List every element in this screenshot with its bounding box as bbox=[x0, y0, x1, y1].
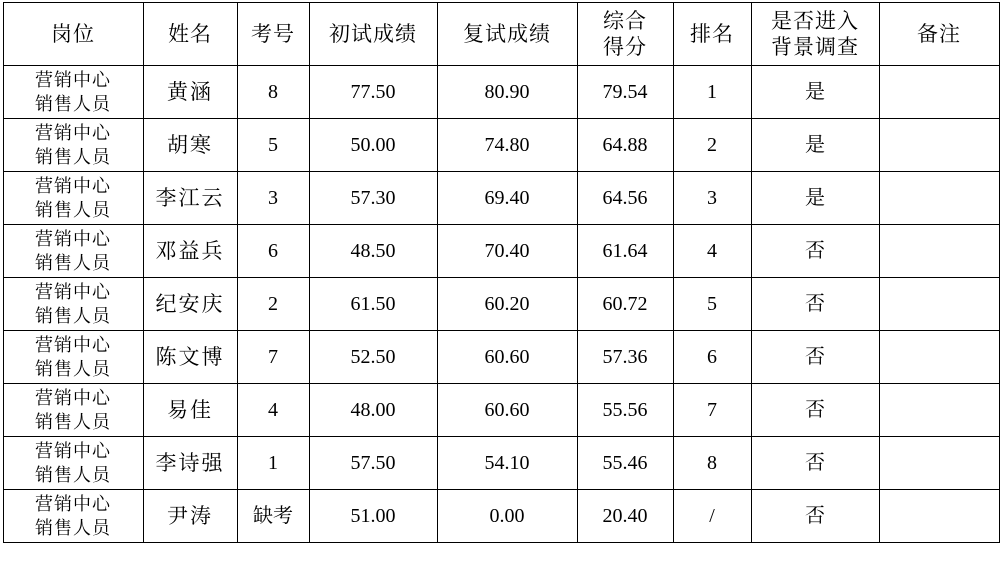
cell-rank: 5 bbox=[673, 278, 751, 331]
cell-remark bbox=[879, 66, 999, 119]
cell-first-score: 51.00 bbox=[309, 490, 437, 543]
cell-remark bbox=[879, 437, 999, 490]
cell-post-line-2: 销售人员 bbox=[35, 147, 111, 167]
cell-background-check: 否 bbox=[751, 225, 879, 278]
cell-post-line-2: 销售人员 bbox=[35, 253, 111, 273]
cell-second-score: 70.40 bbox=[437, 225, 577, 278]
cell-total-score: 61.64 bbox=[577, 225, 673, 278]
cell-post bbox=[3, 278, 143, 331]
cell-name: 陈文博 bbox=[143, 331, 237, 384]
cell-exam-no: 8 bbox=[237, 66, 309, 119]
cell-post bbox=[3, 172, 143, 225]
cell-second-score: 60.60 bbox=[437, 331, 577, 384]
table-header bbox=[3, 3, 999, 66]
cell-name: 李江云 bbox=[143, 172, 237, 225]
cell-remark bbox=[879, 278, 999, 331]
cell-exam-no: 1 bbox=[237, 437, 309, 490]
cell-background-check: 是 bbox=[751, 66, 879, 119]
cell-background-check: 否 bbox=[751, 437, 879, 490]
cell-second-score: 54.10 bbox=[437, 437, 577, 490]
cell-second-score: 74.80 bbox=[437, 119, 577, 172]
cell-name: 易佳 bbox=[143, 384, 237, 437]
table-row bbox=[3, 278, 999, 331]
table-row bbox=[3, 66, 999, 119]
cell-exam-no: 5 bbox=[237, 119, 309, 172]
cell-total-score: 64.88 bbox=[577, 119, 673, 172]
cell-post-line-2: 销售人员 bbox=[35, 465, 111, 485]
cell-remark bbox=[879, 225, 999, 278]
cell-rank: 2 bbox=[673, 119, 751, 172]
cell-second-score: 60.60 bbox=[437, 384, 577, 437]
cell-total-score: 55.56 bbox=[577, 384, 673, 437]
cell-rank: / bbox=[673, 490, 751, 543]
cell-remark bbox=[879, 119, 999, 172]
cell-first-score: 61.50 bbox=[309, 278, 437, 331]
cell-total-score: 60.72 bbox=[577, 278, 673, 331]
cell-post bbox=[3, 437, 143, 490]
cell-rank: 7 bbox=[673, 384, 751, 437]
cell-total-score: 57.36 bbox=[577, 331, 673, 384]
cell-total-score: 55.46 bbox=[577, 437, 673, 490]
cell-post bbox=[3, 490, 143, 543]
cell-rank: 4 bbox=[673, 225, 751, 278]
cell-post-line-1: 营销中心 bbox=[35, 441, 111, 461]
column-header-total-score bbox=[577, 3, 673, 66]
cell-total-score: 20.40 bbox=[577, 490, 673, 543]
table-row bbox=[3, 384, 999, 437]
column-header-rank bbox=[673, 3, 751, 66]
cell-total-score: 64.56 bbox=[577, 172, 673, 225]
cell-name: 胡寒 bbox=[143, 119, 237, 172]
cell-background-check: 否 bbox=[751, 384, 879, 437]
cell-post-line-1: 营销中心 bbox=[35, 123, 111, 143]
cell-background-check: 否 bbox=[751, 331, 879, 384]
column-header-total-score-line-2: 得分 bbox=[603, 35, 647, 59]
cell-post-line-1: 营销中心 bbox=[35, 70, 111, 90]
cell-exam-no: 3 bbox=[237, 172, 309, 225]
cell-background-check: 是 bbox=[751, 172, 879, 225]
cell-first-score: 57.30 bbox=[309, 172, 437, 225]
cell-first-score: 50.00 bbox=[309, 119, 437, 172]
cell-background-check: 否 bbox=[751, 278, 879, 331]
column-header-remark-line-1: 备注 bbox=[917, 22, 961, 46]
cell-rank: 3 bbox=[673, 172, 751, 225]
column-header-second-score-line-1: 复试成绩 bbox=[463, 22, 551, 46]
table-body bbox=[3, 66, 999, 543]
cell-rank: 6 bbox=[673, 331, 751, 384]
column-header-name-line-1: 姓名 bbox=[168, 22, 212, 46]
column-header-first-score bbox=[309, 3, 437, 66]
cell-exam-no: 6 bbox=[237, 225, 309, 278]
cell-post bbox=[3, 331, 143, 384]
column-header-post-line-1: 岗位 bbox=[51, 22, 95, 46]
cell-first-score: 48.00 bbox=[309, 384, 437, 437]
cell-exam-no: 7 bbox=[237, 331, 309, 384]
cell-post-line-1: 营销中心 bbox=[35, 229, 111, 249]
cell-post-line-2: 销售人员 bbox=[35, 306, 111, 326]
table-row bbox=[3, 331, 999, 384]
cell-post-line-2: 销售人员 bbox=[35, 359, 111, 379]
candidate-score-table bbox=[3, 2, 1000, 543]
cell-post-line-1: 营销中心 bbox=[35, 282, 111, 302]
column-header-name bbox=[143, 3, 237, 66]
column-header-first-score-line-1: 初试成绩 bbox=[329, 22, 417, 46]
cell-first-score: 57.50 bbox=[309, 437, 437, 490]
cell-post bbox=[3, 225, 143, 278]
table-row bbox=[3, 490, 999, 543]
cell-name: 纪安庆 bbox=[143, 278, 237, 331]
cell-second-score: 0.00 bbox=[437, 490, 577, 543]
column-header-background-check bbox=[751, 3, 879, 66]
cell-name: 李诗强 bbox=[143, 437, 237, 490]
cell-exam-no: 4 bbox=[237, 384, 309, 437]
cell-name: 黄涵 bbox=[143, 66, 237, 119]
cell-name: 邓益兵 bbox=[143, 225, 237, 278]
column-header-post bbox=[3, 3, 143, 66]
cell-post bbox=[3, 119, 143, 172]
cell-post-line-2: 销售人员 bbox=[35, 518, 111, 538]
cell-exam-no: 2 bbox=[237, 278, 309, 331]
table-row bbox=[3, 119, 999, 172]
cell-post bbox=[3, 66, 143, 119]
column-header-background-check-line-2: 背景调查 bbox=[771, 35, 859, 59]
column-header-second-score bbox=[437, 3, 577, 66]
cell-total-score: 79.54 bbox=[577, 66, 673, 119]
column-header-exam-no-line-1: 考号 bbox=[251, 22, 295, 46]
cell-rank: 8 bbox=[673, 437, 751, 490]
cell-remark bbox=[879, 172, 999, 225]
cell-post-line-2: 销售人员 bbox=[35, 412, 111, 432]
table-row bbox=[3, 437, 999, 490]
cell-remark bbox=[879, 331, 999, 384]
table-header-row bbox=[3, 3, 999, 66]
cell-post-line-2: 销售人员 bbox=[35, 200, 111, 220]
column-header-rank-line-1: 排名 bbox=[690, 22, 734, 46]
column-header-exam-no bbox=[237, 3, 309, 66]
cell-second-score: 69.40 bbox=[437, 172, 577, 225]
cell-post-line-2: 销售人员 bbox=[35, 94, 111, 114]
cell-second-score: 60.20 bbox=[437, 278, 577, 331]
cell-post-line-1: 营销中心 bbox=[35, 388, 111, 408]
cell-remark bbox=[879, 490, 999, 543]
table-row bbox=[3, 225, 999, 278]
table-row bbox=[3, 172, 999, 225]
cell-post-line-1: 营销中心 bbox=[35, 176, 111, 196]
cell-first-score: 52.50 bbox=[309, 331, 437, 384]
cell-exam-no: 缺考 bbox=[237, 490, 309, 543]
cell-first-score: 48.50 bbox=[309, 225, 437, 278]
cell-second-score: 80.90 bbox=[437, 66, 577, 119]
cell-post-line-1: 营销中心 bbox=[35, 335, 111, 355]
column-header-total-score-line-1: 综合 bbox=[603, 9, 647, 33]
cell-remark bbox=[879, 384, 999, 437]
cell-post-line-1: 营销中心 bbox=[35, 494, 111, 514]
cell-background-check: 否 bbox=[751, 490, 879, 543]
cell-name: 尹涛 bbox=[143, 490, 237, 543]
cell-background-check: 是 bbox=[751, 119, 879, 172]
cell-first-score: 77.50 bbox=[309, 66, 437, 119]
column-header-remark bbox=[879, 3, 999, 66]
column-header-background-check-line-1: 是否进入 bbox=[771, 9, 859, 33]
cell-post bbox=[3, 384, 143, 437]
cell-rank: 1 bbox=[673, 66, 751, 119]
